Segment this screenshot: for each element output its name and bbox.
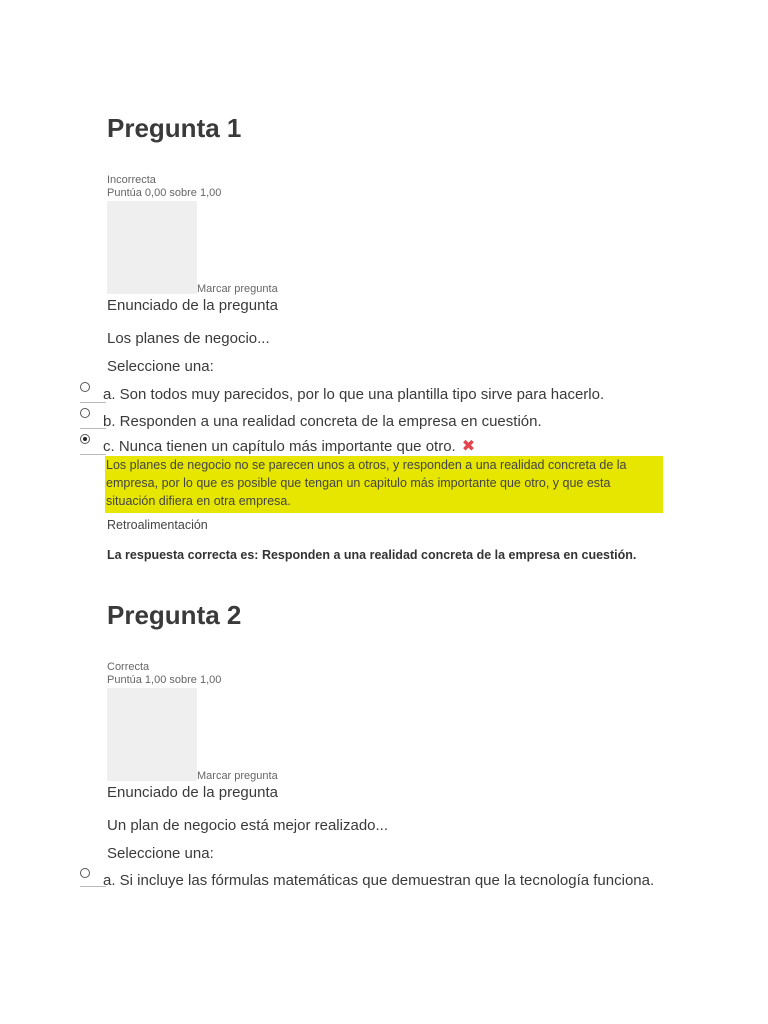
radio-button[interactable] bbox=[80, 382, 90, 392]
question-title: Pregunta 1 bbox=[107, 113, 242, 143]
radio-button[interactable] bbox=[80, 408, 90, 418]
flag-question-link[interactable]: Marcar pregunta bbox=[197, 283, 278, 295]
option-label: c. Nunca tienen un capítulo más importante que otro. bbox=[103, 438, 456, 455]
score-text: Puntúa 0,00 sobre 1,00 bbox=[107, 187, 222, 199]
select-prompt: Seleccione una: bbox=[107, 358, 214, 375]
specific-feedback: Los planes de negocio no se parecen unos a otros, y responden a una realidad concreta de la empresa, por lo que es posible que tengan un capitulo más importante que otro, y que esta situación difiera en otra empresa. bbox=[105, 456, 663, 513]
question-text: Los planes de negocio... bbox=[107, 330, 270, 347]
question-text: Un plan de negocio está mejor realizado... bbox=[107, 817, 389, 834]
flag-icon-box[interactable] bbox=[107, 201, 197, 294]
question-status bbox=[107, 661, 221, 687]
feedback-heading: Retroalimentación bbox=[107, 518, 208, 532]
select-prompt: Seleccione una: bbox=[107, 845, 214, 862]
score-text: Puntúa 1,00 sobre 1,00 bbox=[107, 674, 222, 686]
radio-button-selected[interactable] bbox=[80, 434, 90, 444]
status-text: Incorrecta bbox=[107, 174, 156, 186]
statement-label: Enunciado de la pregunta bbox=[107, 297, 278, 314]
question-title: Pregunta 2 bbox=[107, 600, 242, 630]
statement-label: Enunciado de la pregunta bbox=[107, 784, 278, 801]
option-label: a. Si incluye las fórmulas matemáticas que demuestran que la tecnología funciona. bbox=[103, 872, 655, 889]
flag-icon-box[interactable] bbox=[107, 688, 197, 781]
status-text: Correcta bbox=[107, 661, 150, 673]
option-label: a. Son todos muy parecidos, por lo que una plantilla tipo sirve para hacerlo. bbox=[103, 386, 605, 403]
question-status bbox=[107, 174, 221, 200]
radio-button[interactable] bbox=[80, 868, 90, 878]
incorrect-x-icon: ✖ bbox=[461, 438, 476, 455]
flag-question-link[interactable]: Marcar pregunta bbox=[197, 770, 278, 782]
correct-answer-text: La respuesta correcta es: Responden a una realidad concreta de la empresa en cuestión. bbox=[107, 548, 637, 562]
option-label: b. Responden a una realidad concreta de la empresa en cuestión. bbox=[103, 413, 542, 430]
